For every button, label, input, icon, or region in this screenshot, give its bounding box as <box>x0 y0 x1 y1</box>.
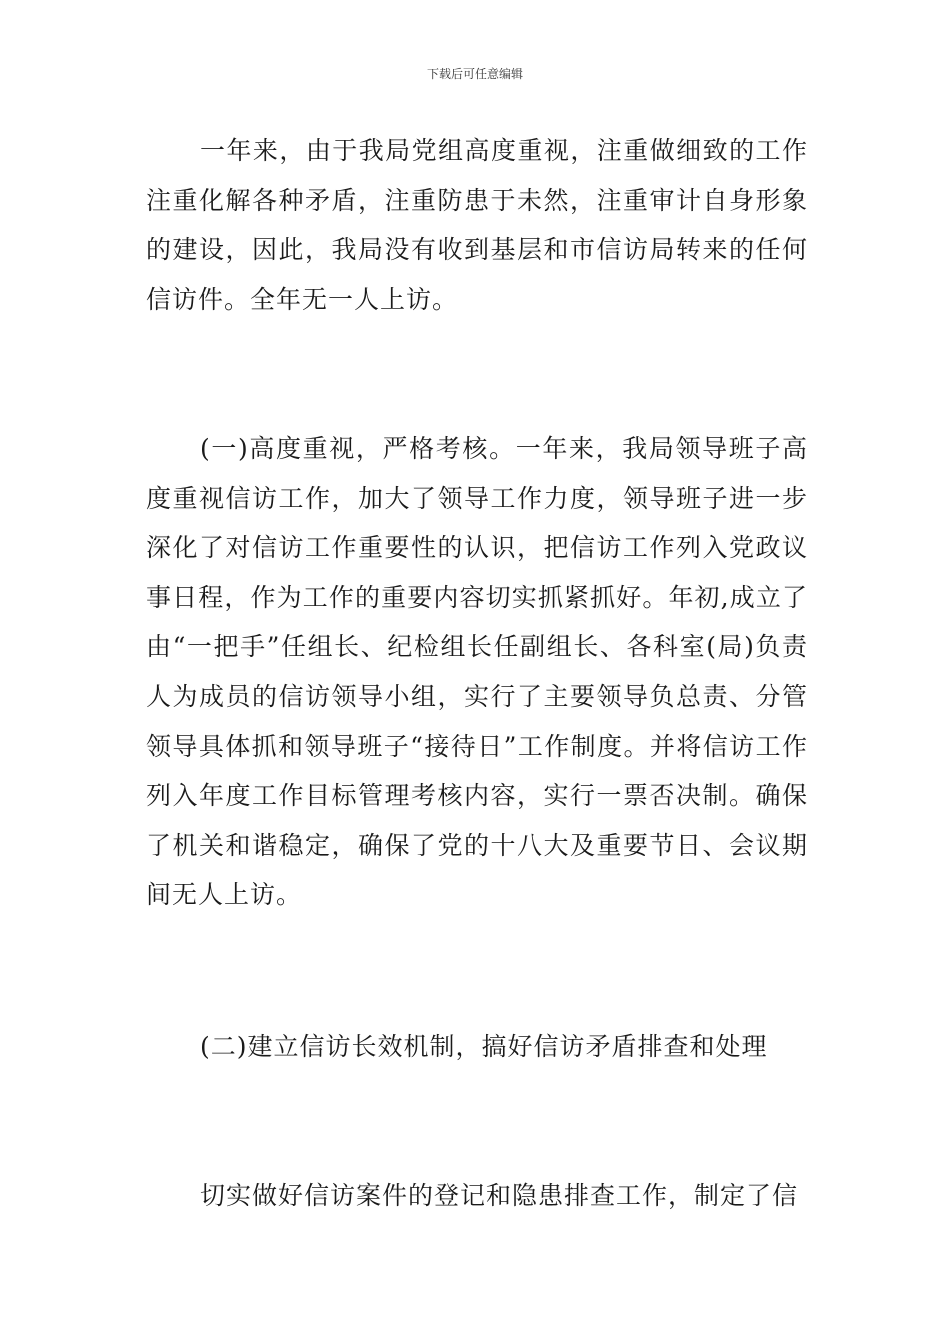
header-note: 下载后可任意编辑 <box>426 67 523 81</box>
body-paragraph-2: (一)高度重视，严格考核。一年来，我局领导班子高度重视信访工作，加大了领导工作力度，领导班子进一步深化了对信访工作重要性的认识，把信访工作列入党政议事日程，作为工作的重要内容切实抓紧抓好。年初,成立了由“一把手”任组长、纪检组长任副组长、各科室(局)负责人为成员的信访领导小组，实行了主要领导负总责、分管领导具体抓和领导班子“接待日”工作制度。并将信访工作列入年度工作目标管理考核内容，实行一票否决制。确保了机关和谐稳定，确保了党的十八大及重要节日、会议期间无人上访。 <box>146 434 808 910</box>
section-heading-2: (二)建立信访长效机制，搞好信访矛盾排查和处理 <box>200 1032 768 1061</box>
body-paragraph-3: 切实做好信访案件的登记和隐患排查工作，制定了信 <box>200 1181 799 1210</box>
body-paragraph-1: 一年来，由于我局党组高度重视，注重做细致的工作注重化解各种矛盾，注重防患于未然，注重审计自身形象的建设，因此，我局没有收到基层和市信访局转来的任何信访件。全年无一人上访。 <box>146 136 808 314</box>
